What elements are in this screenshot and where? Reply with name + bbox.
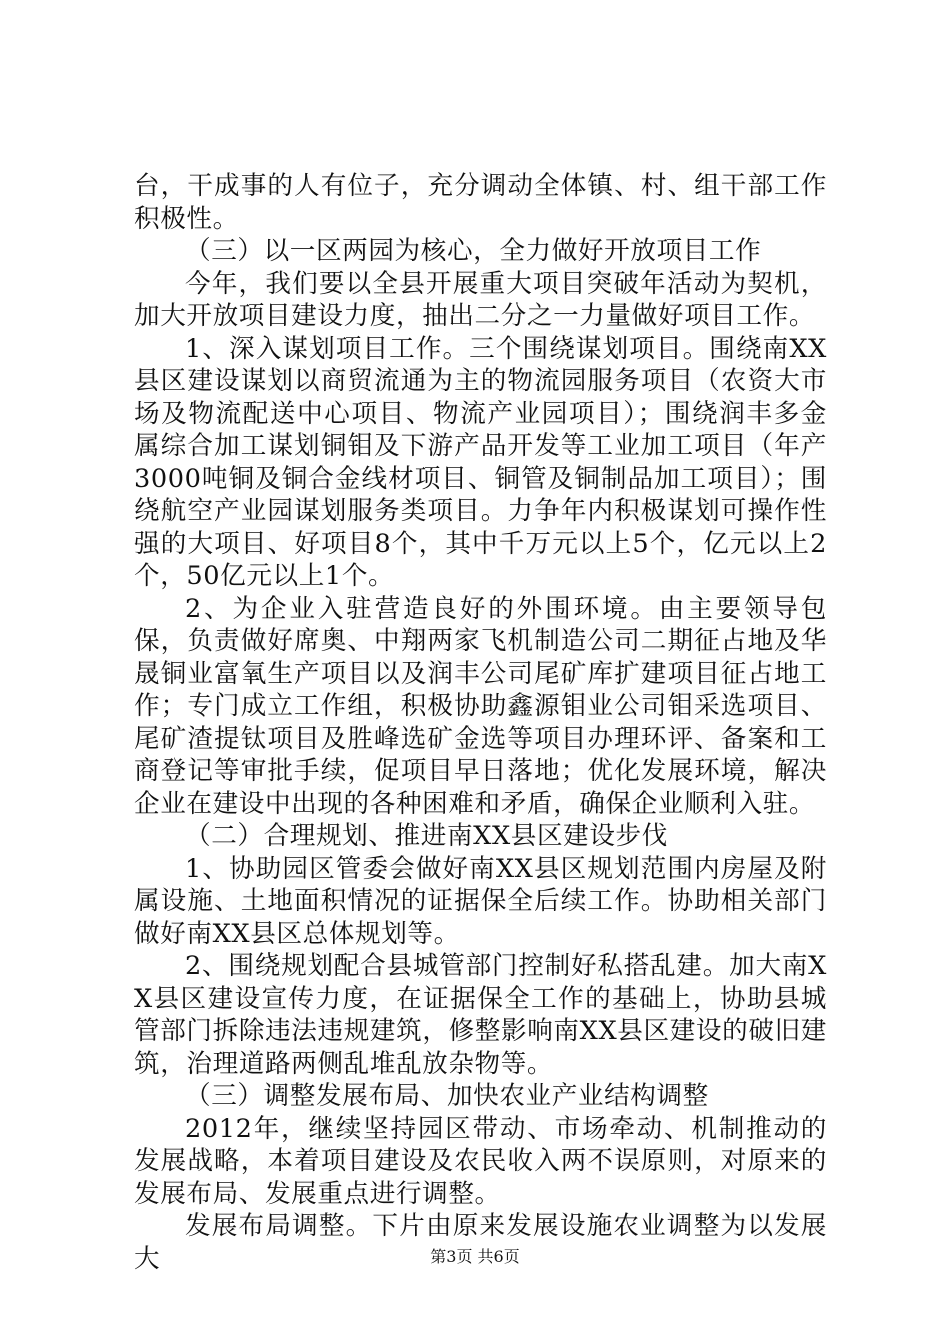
paragraph-layout-adjustment: 发展布局调整。下片由原来发展设施农业调整为以发展大 <box>134 1211 827 1274</box>
paragraph-intro: 今年，我们要以全县开展重大项目突破年活动为契机，加大开放项目建设力度，抽出二分之一力量做好项目工作。 <box>134 268 827 331</box>
page-footer <box>0 1244 950 1267</box>
document-body <box>134 170 827 1275</box>
paragraph-illegal-construction: 2、围绕规划配合县城管部门控制好私搭乱建。加大南XX县区建设宣传力度，在证据保全工作的基础上，协助县城管部门拆除违法违规建筑，修整影响南XX县区建设的破旧建筑，治理道路两侧乱堆乱放杂物等。 <box>134 951 827 1079</box>
section-heading-planning: （二）合理规划、推进南XX县区建设步伐 <box>185 821 668 851</box>
section-heading-agriculture: （三）调整发展布局、加快农业产业结构调整 <box>185 1081 709 1111</box>
paragraph-project-planning: 1、深入谋划项目工作。三个围绕谋划项目。围绕南XX县区建设谋划以商贸流通为主的物流园服务项目（农资大市场及物流配送中心项目、物流产业园项目）；围绕润丰多金属综合加工谋划铜钼及下游产品开发等工业加工项目（年产3000吨铜及铜合金线材项目、铜管及铜制品加工项目）；围绕航空产业园谋划服务类项目。力争年内积极谋划可操作性强的大项目、好项目8个，其中千万元以上5个，亿元以上2个，50亿元以上1个。 <box>134 333 827 591</box>
paragraph-evidence-preservation: 1、协助园区管委会做好南XX县区规划范围内房屋及附属设施、土地面积情况的证据保全后续工作。协助相关部门做好南XX县区总体规划等。 <box>134 853 827 949</box>
paragraph-enterprise-environment: 2、为企业入驻营造良好的外围环境。由主要领导包保，负责做好席奥、中翔两家飞机制造公司二期征占地及华晟铜业富氧生产项目以及润丰公司尾矿库扩建项目征占地工作；专门成立工作组，积极协助鑫源钼业公司钼采选项目、尾矿渣提钛项目及胜峰选矿金选等项目办理环评、备案和工商登记等审批手续，促项目早日落地；优化发展环境，解决企业在建设中出现的各种困难和矛盾，确保企业顺利入驻。 <box>134 593 827 819</box>
paragraph-strategy-2012: 2012年，继续坚持园区带动、市场牵动、机制推动的发展战略，本着项目建设及农民收入两不误原则，对原来的发展布局、发展重点进行调整。 <box>134 1113 827 1209</box>
page-number: 第3页 共6页 <box>430 1247 520 1266</box>
paragraph-continuation: 台，干成事的人有位子，充分调动全体镇、村、组干部工作积极性。 <box>134 171 827 234</box>
section-heading-open-projects: （三）以一区两园为核心，全力做好开放项目工作 <box>185 236 762 266</box>
